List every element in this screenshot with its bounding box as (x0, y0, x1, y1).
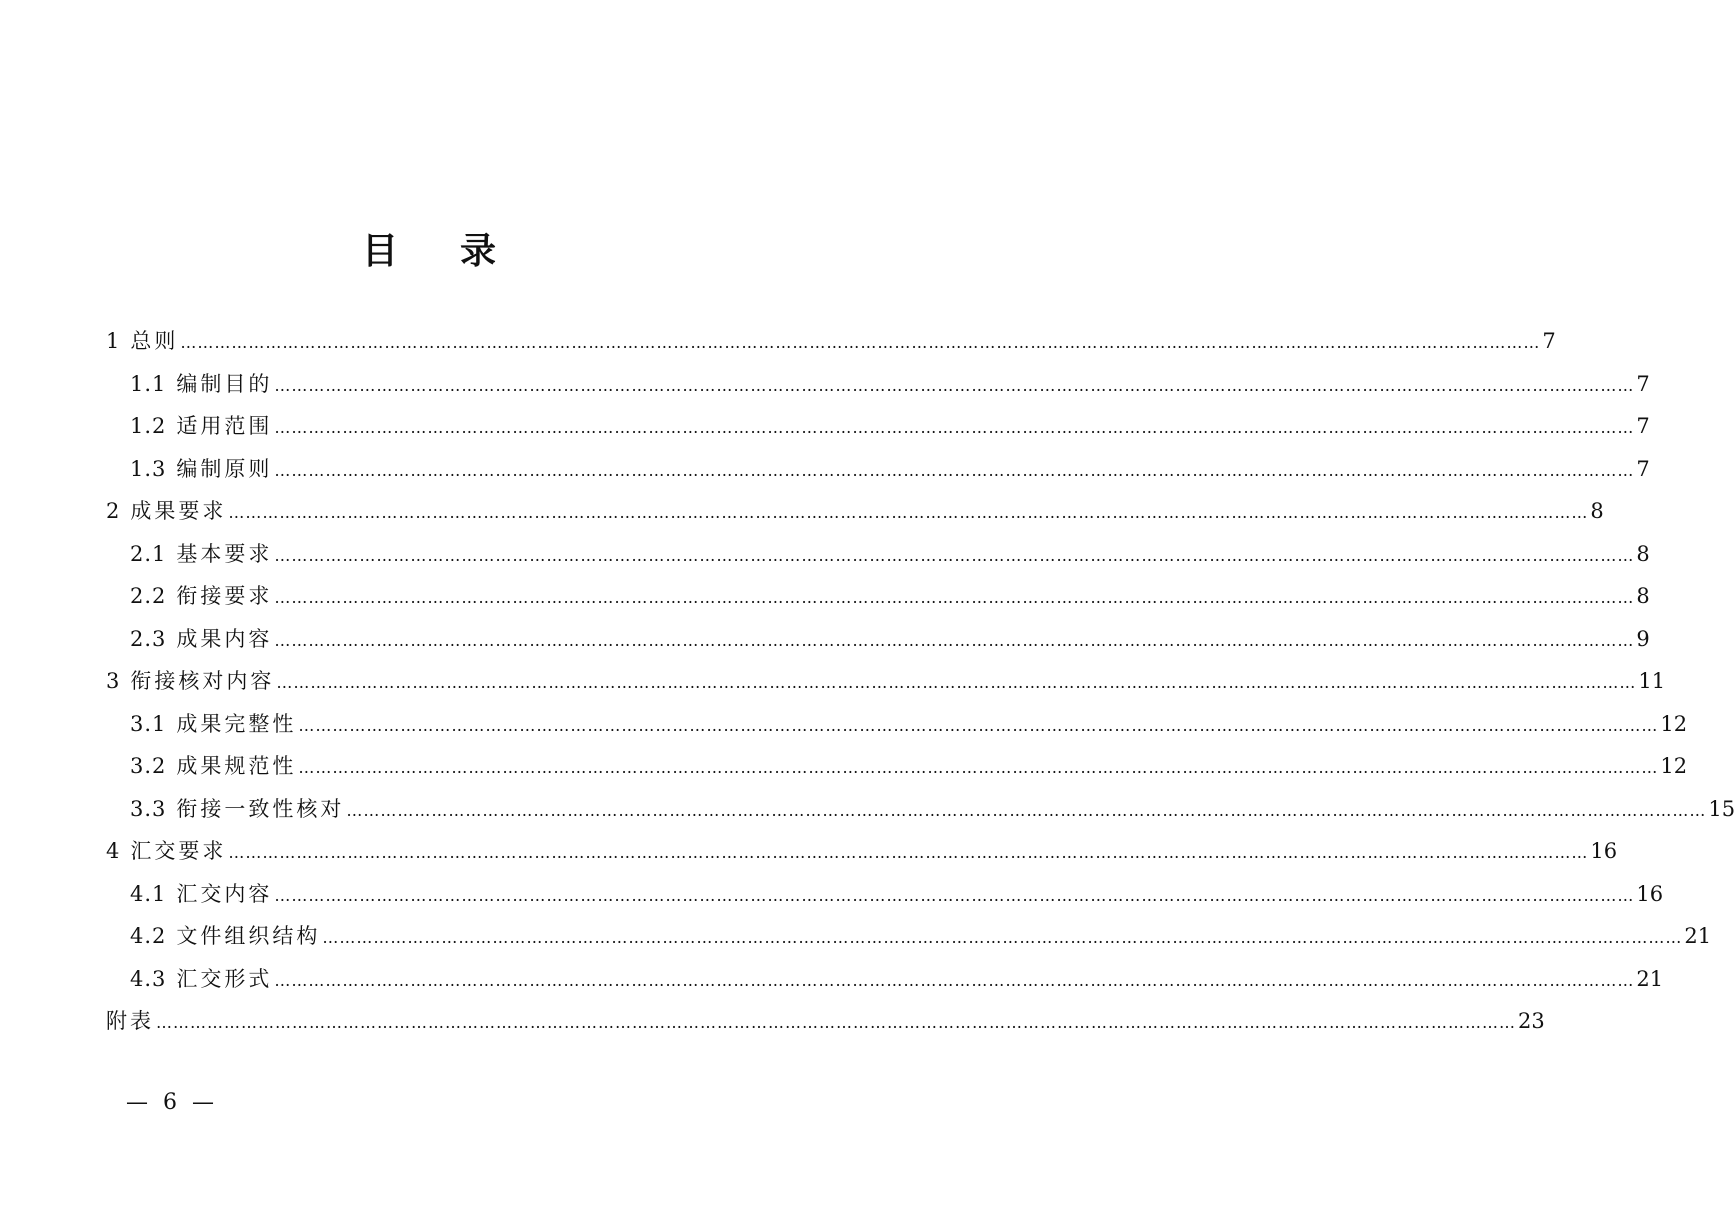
toc-entry-2[interactable] (106, 490, 1604, 533)
toc-leader: …………………………………………………………………………………………………………………………………………………………………………………………………………………… (298, 715, 1659, 735)
toc-entry-page: 12 (1660, 711, 1688, 736)
toc-entry-3-3[interactable] (106, 788, 1735, 831)
toc-entry-3-1[interactable] (106, 703, 1688, 746)
toc-entry-text: 成果内容 (176, 626, 273, 651)
toc-entry-text: 附表 (106, 1009, 154, 1033)
toc-entry-page: 12 (1660, 754, 1688, 778)
toc-entry-number: 1.2 (130, 414, 167, 438)
toc-entry-text: 适用范围 (176, 414, 273, 438)
toc-entry-page: 7 (1636, 371, 1650, 396)
toc-entry-text: 基本要求 (176, 541, 273, 566)
toc-entry-4-3[interactable] (106, 958, 1664, 1001)
toc-entry-text: 汇交形式 (176, 966, 273, 991)
toc-entry-label (130, 958, 272, 1001)
toc-leader: …………………………………………………………………………………………………………………………………………………………………………………………………………………… (274, 588, 1635, 607)
toc-entry-text: 衔接要求 (176, 584, 273, 608)
toc-leader: …………………………………………………………………………………………………………………………………………………………………………………………………………………… (274, 375, 1635, 395)
toc-entry-page: 16 (1590, 839, 1618, 863)
toc-leader: …………………………………………………………………………………………………………………………………………………………………………………………………………………… (228, 503, 1589, 522)
toc-leader: …………………………………………………………………………………………………………………………………………………………………………………………………………………… (322, 928, 1683, 947)
toc-entry-page: 15 (1708, 796, 1735, 821)
toc-entry-number: 1 (106, 329, 121, 353)
toc-entry-4-1[interactable] (106, 873, 1664, 916)
toc-entry-text: 衔接一致性核对 (176, 796, 345, 821)
table-of-contents (106, 320, 1735, 1043)
toc-entry-page: 7 (1542, 329, 1556, 353)
toc-leader: …………………………………………………………………………………………………………………………………………………………………………………………………………………… (346, 800, 1707, 820)
toc-entry-label (130, 915, 320, 958)
toc-entry-number: 2 (106, 499, 121, 523)
toc-entry-page: 21 (1636, 966, 1664, 991)
toc-entry-number: 3.1 (130, 711, 167, 736)
toc-entry-label (106, 320, 178, 363)
toc-entry-page: 7 (1636, 456, 1650, 481)
toc-entry-number: 4 (106, 839, 121, 863)
toc-entry-number: 3.3 (130, 796, 167, 821)
toc-entry-3-2[interactable] (106, 745, 1688, 788)
toc-entry-label (106, 1000, 154, 1043)
toc-leader: …………………………………………………………………………………………………………………………………………………………………………………………………………………… (298, 758, 1659, 777)
toc-leader: …………………………………………………………………………………………………………………………………………………………………………………………………………………… (156, 1013, 1516, 1032)
toc-entry-text: 编制目的 (176, 371, 273, 396)
toc-entry-2-3[interactable] (106, 618, 1650, 661)
toc-entry-number: 1.3 (130, 456, 167, 481)
toc-leader: …………………………………………………………………………………………………………………………………………………………………………………………………………………… (274, 545, 1635, 565)
toc-entry-number: 2.3 (130, 626, 167, 651)
toc-entry-1-2[interactable] (106, 405, 1650, 448)
toc-entry-page: 8 (1590, 499, 1604, 523)
toc-entry-page: 21 (1684, 924, 1712, 948)
toc-entry-text: 汇交要求 (130, 839, 227, 863)
toc-leader: …………………………………………………………………………………………………………………………………………………………………………………………………………………… (276, 673, 1637, 692)
toc-entry-number: 3 (106, 669, 121, 693)
toc-entry-label (130, 873, 272, 916)
toc-entry-4-2[interactable] (106, 915, 1712, 958)
toc-entry-label (106, 660, 274, 703)
page-title-char-2: 录 (460, 230, 499, 272)
toc-entry-page: 8 (1636, 541, 1650, 566)
toc-entry-1-3[interactable] (106, 448, 1650, 491)
toc-entry-number: 4.2 (130, 924, 167, 948)
toc-entry-1[interactable] (106, 320, 1556, 363)
toc-leader: …………………………………………………………………………………………………………………………………………………………………………………………………………………… (228, 843, 1589, 862)
toc-entry-page: 16 (1636, 881, 1664, 906)
toc-entry-number: 2.1 (130, 541, 167, 566)
page-title-char-1: 目 (361, 230, 400, 272)
toc-entry-label (130, 448, 272, 491)
toc-entry-4[interactable] (106, 830, 1618, 873)
toc-entry-label (130, 745, 296, 788)
toc-leader: …………………………………………………………………………………………………………………………………………………………………………………………………………………… (274, 630, 1635, 650)
toc-entry-label (130, 363, 272, 406)
toc-entry-text: 成果要求 (130, 499, 227, 523)
toc-entry-label (130, 405, 272, 448)
toc-leader: …………………………………………………………………………………………………………………………………………………………………………………………………………………… (180, 333, 1541, 352)
toc-entry-1-1[interactable] (106, 363, 1650, 406)
toc-entry-text: 衔接核对内容 (130, 669, 275, 693)
toc-entry-text: 编制原则 (176, 456, 273, 481)
toc-entry-text: 文件组织结构 (176, 924, 321, 948)
toc-entry-page: 9 (1636, 626, 1650, 651)
toc-entry-label (130, 575, 272, 618)
toc-entry-label (130, 533, 272, 576)
toc-entry-label (130, 703, 296, 746)
toc-entry-label (106, 830, 226, 873)
page-title (0, 226, 860, 276)
toc-leader: …………………………………………………………………………………………………………………………………………………………………………………………………………………… (274, 970, 1635, 990)
toc-entry-2-1[interactable] (106, 533, 1650, 576)
page-number: — 6 — (126, 1090, 218, 1115)
toc-entry-text: 总则 (130, 329, 179, 353)
toc-entry-page: 23 (1518, 1009, 1545, 1033)
toc-entry-3[interactable] (106, 660, 1666, 703)
toc-entry-2-2[interactable] (106, 575, 1650, 618)
toc-entry-label (130, 618, 272, 661)
toc-entry-text: 汇交内容 (176, 881, 273, 906)
toc-entry-number: 3.2 (130, 754, 167, 778)
toc-entry-number: 2.2 (130, 584, 167, 608)
toc-entry-appendix[interactable] (106, 1000, 1545, 1043)
toc-entry-page: 7 (1636, 414, 1650, 438)
toc-leader: …………………………………………………………………………………………………………………………………………………………………………………………………………………… (274, 460, 1635, 480)
toc-entry-page: 8 (1636, 584, 1650, 608)
toc-entry-page: 11 (1638, 669, 1666, 693)
toc-leader: …………………………………………………………………………………………………………………………………………………………………………………………………………………… (274, 418, 1635, 437)
toc-entry-number: 4.3 (130, 966, 167, 991)
toc-leader: …………………………………………………………………………………………………………………………………………………………………………………………………………………… (274, 885, 1635, 905)
toc-entry-number: 1.1 (130, 371, 167, 396)
toc-entry-text: 成果完整性 (176, 711, 297, 736)
toc-entry-label (106, 490, 226, 533)
toc-entry-number: 4.1 (130, 881, 167, 906)
toc-entry-text: 成果规范性 (176, 754, 297, 778)
toc-entry-label (130, 788, 344, 831)
